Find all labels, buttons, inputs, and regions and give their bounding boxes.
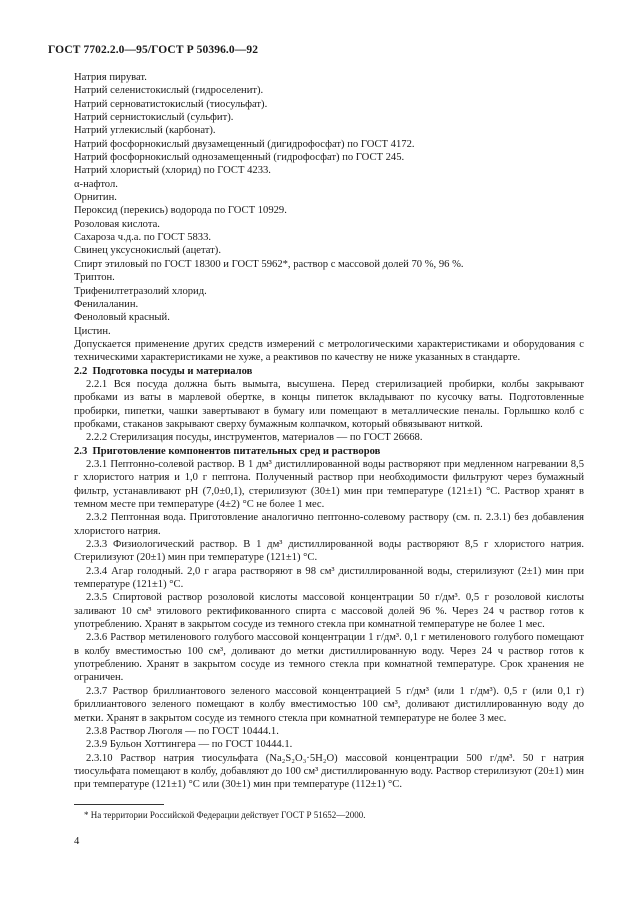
reagent-item: Триптон.	[74, 272, 115, 284]
reagent-item: Пероксид (перекись) водорода по ГОСТ 10929.	[74, 205, 287, 217]
paragraph-2-2-1: 2.2.1 Вся посуда должна быть вымыта, высушена. Перед стерилизацией пробирки, колбы закрывают пробками из ваты в марлевой обертке, в концы пипеток вкладывают по кусочку ваты. Подготовленные пробирки, пипетки, чашки завертывают в бумагу или помещают в металлические пеналы. Горлышко колб с пробками, стаканов закрывают сверху бумажным колпачком, который обвязывают ниткой.	[74, 378, 584, 430]
section-title: Приготовление компонентов питательных сред и растворов	[92, 445, 381, 457]
reagent-item: Орнитин.	[74, 192, 117, 204]
page-number: 4	[74, 836, 80, 847]
paragraph-2-3-3: 2.3.3 Физиологический раствор. В 1 дм³ дистиллированной воды растворяют 8,5 г хлористого натрия. Стерилизуют (20±1) мин при температуре (121±1) °С.	[74, 539, 584, 564]
paragraph-2-2-2: 2.2.2 Стерилизация посуды, инструментов, материалов — по ГОСТ 26668.	[86, 432, 423, 444]
reagent-item: Натрий селенистокислый (гидроселенит).	[74, 85, 264, 97]
reagent-list	[74, 71, 584, 338]
footnote-divider	[74, 804, 164, 805]
reagent-item: α-нафтол.	[74, 178, 118, 190]
reagent-item: Натрий серноватистокислый (тиосульфат).	[74, 98, 268, 110]
reagent-item: Сахароза ч.д.а. по ГОСТ 5833.	[74, 232, 212, 244]
reagent-item: Натрий хлористый (хлорид) по ГОСТ 4233.	[74, 165, 271, 177]
paragraph-2-3-5: 2.3.5 Спиртовой раствор розоловой кислоты массовой концентрации 50 г/дм³. 0,5 г розоловой кислоты заливают 10 см³ этилового ректификованного спирта с массовой долей 96 %. Через 24 ч раствор готов к употреблению. Хранят в закрытом сосуде из темного стекла при комнатной температуре не более 1 мес.	[74, 592, 584, 631]
section-heading-2-3	[74, 445, 584, 458]
reagent-item: Трифенилтетразолий хлорид.	[74, 285, 207, 297]
paragraph-2-3-1: 2.3.1 Пептонно-солевой раствор. В 1 дм³ дистиллированной воды растворяют при медленном нагревании 8,5 г хлористого натрия и 1,0 г пептона. Полученный раствор при необходимости фильтруют через бумажный фильтр, устанавливают pH (7,0±0,1), стерилизуют (30±1) мин при температуре (121±1) °С. Раствор хранят в темном месте при температуре (4±2) °С не более 1 мес.	[74, 458, 584, 510]
footnote: * На территории Российской Федерации действует ГОСТ Р 51652—2000.	[84, 810, 366, 820]
paragraph-2-3-9: 2.3.9 Бульон Хоттингера — по ГОСТ 10444.1.	[86, 739, 293, 751]
paragraph-2-3-8: 2.3.8 Раствор Люголя — по ГОСТ 10444.1.	[86, 725, 279, 737]
paragraph-2-3-6: 2.3.6 Раствор метиленового голубого массовой концентрации 1 г/дм³. 0,1 г метиленового голубого помещают в колбу вместимостью 100 см³, доливают до метки дистиллированную воду. Через 24 ч раствор готов к употреблению. Хранят в закрытом сосуде из темного стекла при комнатной температуре. Срок хранения не ограничен.	[74, 632, 584, 684]
paragraph-2-3-4: 2.3.4 Агар голодный. 2,0 г агара растворяют в 98 см³ дистиллированной воды, стерилизуют (2±1) мин при температуре (121±1) °С.	[74, 565, 584, 591]
reagent-item: Натрий сернистокислый (сульфит).	[74, 112, 234, 124]
document-header: ГОСТ 7702.2.0—95/ГОСТ Р 50396.0—92	[48, 44, 259, 56]
reagent-item: Натрий фосфорнокислый однозамещенный (гидрофосфат) по ГОСТ 245.	[74, 152, 405, 164]
reagent-item: Натрий фосфорнокислый двузамещенный (дигидрофосфат) по ГОСТ 4172.	[74, 138, 415, 150]
reagent-item: Феноловый красный.	[74, 312, 170, 324]
reagent-item: Цистин.	[74, 325, 111, 337]
section-heading-2-2	[74, 365, 584, 378]
reagent-item: Натрия пируват.	[74, 72, 147, 83]
reagent-item: Розоловая кислота.	[74, 218, 160, 230]
paragraph-2-3-2: 2.3.2 Пептонная вода. Приготовление аналогично пептонно-солевому раствору (см. п. 2.3.1) без добавления хлористого натрия.	[74, 512, 584, 537]
paragraph-2-3-10: 2.3.10 Раствор натрия тиосульфата (Na₂S₂O₃·5H₂O) массовой концентрации 500 г/дм³. 50 г натрия тиосульфата помещают в колбу, добавляют до 100 см³ дистиллированную воду. Раствор стерилизуют (20±1) мин при температуре (121±1) °С или (30±1) мин при температуре (112±1) °С.	[74, 752, 584, 791]
reagent-item: Натрий углекислый (карбонат).	[74, 125, 216, 137]
reagent-item: Спирт этиловый по ГОСТ 18300 и ГОСТ 5962*, раствор с массовой долей 70 %, 96 %.	[74, 258, 464, 270]
section-number: 2.2	[74, 365, 88, 377]
section-number: 2.3	[74, 445, 88, 457]
allowance-paragraph: Допускается применение других средств измерений с метрологическими характеристиками и оборудования с техническими характеристиками не хуже, а реактивов по качеству не ниже указанных в стандарте.	[74, 338, 584, 364]
paragraph-2-3-7: 2.3.7 Раствор бриллиантового зеленого массовой концентрацией 5 г/дм³ (или 1 г/дм³). 0,5 г (или 0,1 г) бриллиантового зеленого помещают в колбу вместимостью 100 см³, доливают дистиллированную воду до метки. Хранят в закрытом сосуде из темного стекла при комнатной температуре не более 3 мес.	[74, 685, 584, 724]
reagent-item: Свинец уксуснокислый (ацетат).	[74, 245, 221, 257]
reagent-item: Фенилаланин.	[74, 298, 139, 310]
document-body	[74, 71, 584, 792]
section-title: Подготовка посуды и материалов	[92, 365, 253, 377]
